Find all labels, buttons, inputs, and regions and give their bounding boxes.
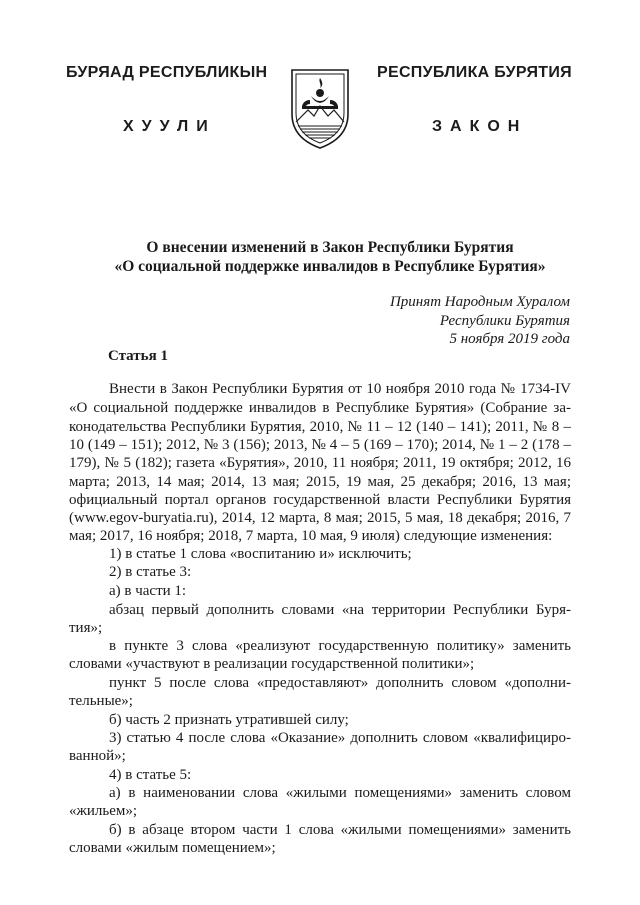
body-line: официальный портал органов государственной власти Республики Бурятия <box>69 492 571 508</box>
body-line: ванной»; <box>69 748 126 764</box>
body-line: 179), № 5 (182); газета «Бурятия», 2010, 11 ноября; 2011, 19 октября; 2012, 16 <box>69 455 571 471</box>
header-russian-republic: РЕСПУБЛИКА БУРЯТИЯ <box>377 64 572 81</box>
adoption-line-2: Республики Бурятия <box>439 313 570 329</box>
body-line: марта; 2013, 14 мая; 2014, 13 мая; 2015, 19 мая, 25 декабря; 2016, 13 мая; <box>69 474 571 490</box>
list-item: 2) в статье 3: <box>109 564 192 580</box>
law-title-line-1: О внесении изменений в Закон Республики Бурятия <box>146 239 514 256</box>
list-item: а) в наименовании слова «жилыми помещениями» заменить словом <box>109 785 571 801</box>
body-line: мая; 2017, 16 ноября; 2018, 7 марта, 10 мая, 9 июля) следующие изменения: <box>69 528 553 544</box>
body-line: «жильем»; <box>69 803 138 819</box>
body-line: «О социальной поддержке инвалидов в Республике Бурятия» (Собрание за- <box>69 400 571 416</box>
body-line: словами «участвуют в реализации государственной политики»; <box>69 656 475 672</box>
body-line: (www.egov-buryatia.ru), 2014, 12 марта, 8 мая; 2015, 5 мая, 18 декабря; 2016, 7 <box>69 510 571 526</box>
body-line: тельные»; <box>69 693 133 709</box>
list-item: 3) статью 4 после слова «Оказание» дополнить словом «квалифициро- <box>109 730 571 746</box>
list-item: б) часть 2 признать утратившей силу; <box>109 712 349 728</box>
body-line: тия»; <box>69 620 103 636</box>
list-item: а) в части 1: <box>109 583 187 599</box>
body-line: Внести в Закон Республики Бурятия от 10 ноября 2010 года № 1734-IV <box>109 381 571 397</box>
list-item: б) в абзаце втором части 1 слова «жилыми помещениями» заменить <box>109 822 571 838</box>
body-line: 10 (149 – 151); 2012, № 3 (156); 2013, № 4 – 5 (169 – 170); 2014, № 1 – 2 (178 – <box>69 437 571 453</box>
list-item: абзац первый дополнить словами «на территории Республики Буря- <box>109 602 571 618</box>
list-item: 4) в статье 5: <box>109 767 192 783</box>
header-russian-law: ЗАКОН <box>432 118 528 135</box>
adoption-date: 5 ноября 2019 года <box>449 331 570 347</box>
body-line: конодательства Республики Бурятия, 2010, № 11 – 12 (140 – 141); 2011, № 8 – <box>69 419 571 435</box>
list-item: в пункте 3 слова «реализуют государственную политику» заменить <box>109 638 571 654</box>
law-title-line-2: «О социальной поддержке инвалидов в Республике Бурятия» <box>114 258 546 275</box>
body-line: словами «жилым помещением»; <box>69 840 276 856</box>
adoption-line-1: Принят Народным Хуралом <box>389 294 570 310</box>
coat-of-arms-icon <box>274 62 366 152</box>
article-heading: Статья 1 <box>108 348 168 364</box>
header-buryat-republic: БУРЯАД РЕСПУБЛИКЫН <box>66 64 268 81</box>
header-buryat-law: ХУУЛИ <box>123 118 216 135</box>
list-item: 1) в статье 1 слова «воспитанию и» исключить; <box>109 546 412 562</box>
list-item: пункт 5 после слова «предоставляют» дополнить словом «дополни- <box>109 675 571 691</box>
